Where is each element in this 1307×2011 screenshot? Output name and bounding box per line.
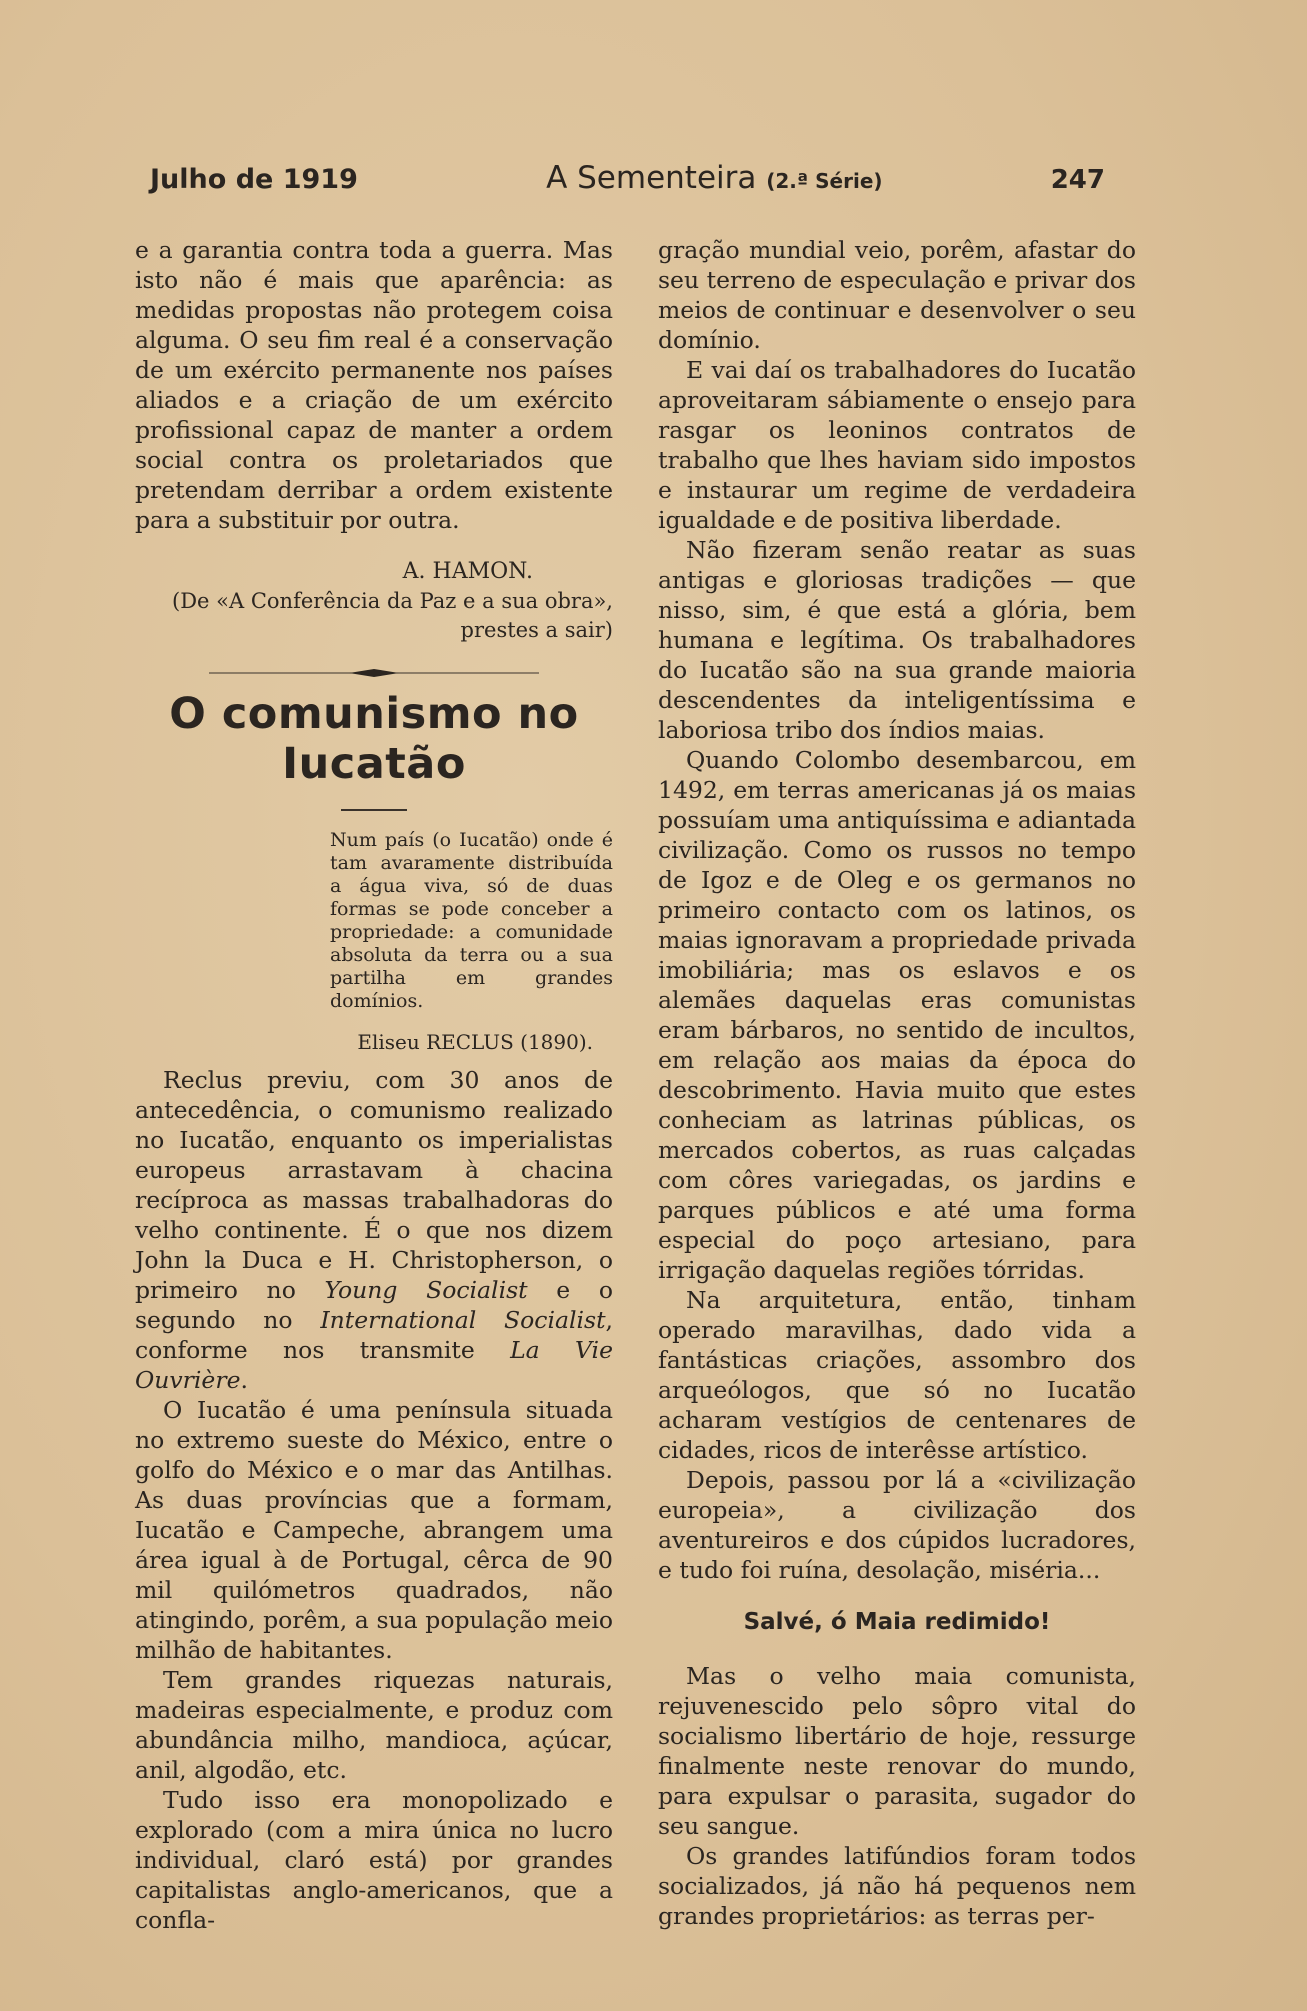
publication-series: (2.ª Série) — [766, 169, 883, 193]
intro-paragraph: e a garantia contra toda a guerra. Mas isto não é mais que aparência: as medidas propostas não protegem coisa alguma. O seu fim real é a conservação de um exército permanente nos países aliados e a criação de um exército profissional capaz de manter a ordem social contra os proletariados que pretendam derribar a ordem existente para a substituir por outra. — [135, 236, 613, 534]
epigraph — [330, 829, 613, 1055]
section-subheading: Salvé, ó Maia redimido! — [743, 1609, 1051, 1635]
title-rule — [341, 809, 407, 811]
article-paragraph: Depois, passou por lá a «civilização europeia», a civilização dos aventureiros e dos cúpidos lucradores, e tudo foi ruína, desolação, miséria... — [658, 1466, 1136, 1584]
article-paragraph: Tem grandes riquezas naturais, madeiras especialmente, e produz com abundância milho, mandioca, açúcar, anil, algodão, etc. — [135, 1666, 613, 1784]
source-note: (De «A Conferência da Paz e a sua obra», prestes a sair) — [172, 589, 613, 642]
article-paragraph: E vai daí os trabalhadores do Iucatão aproveitaram sábiamente o ensejo para rasgar os leoninos contratos de trabalho que lhes haviam sido impostos e instaurar um regime de verdadeira igualdade e de positiva liberdade. — [658, 356, 1136, 534]
article-paragraph: Mas o velho maia comunista, rejuvenescido pelo sôpro vital do socialismo libertário de hoje, ressurge finalmente neste renovar do mundo, para expulsar o parasita, sugador do seu sangue. — [658, 1662, 1136, 1840]
issue-date: Julho de 1919 — [150, 164, 358, 195]
article-paragraph: Tudo isso era monopolizado e explorado (com a mira única no lucro individual, claró está) por grandes capitalistas anglo-americanos, que a confla- — [135, 1786, 613, 1934]
article-paragraph: O Iucatão é uma península situada no extremo sueste do México, entre o golfo do México e o mar das Antilhas. As duas províncias que a formam, Iucatão e Campeche, abrangem uma área igual à de Portugal, cêrca de 90 mil quilómetros quadrados, não atingindo, porêm, a sua população meio milhão de habitantes. — [135, 1396, 613, 1664]
author-signature: A. HAMON. — [402, 559, 533, 584]
article-paragraph: Quando Colombo desembarcou, em 1492, em terras americanas já os maias possuíam uma antiquíssima e adiantada civilização. Como os russos no tempo de Igoz e de Oleg e os germanos no primeiro contacto com os latinos, os maias ignoravam a propriedade privada imobiliária; mas os eslavos e os alemães daquelas eras comunistas eram bárbaros, no sentido de incultos, em relação aos maias da época do descobrimento. Havia muito que estes conheciam as latrinas públicas, os mercados cobertos, as ruas calçadas com côres variegadas, os jardins e parques públicos e até uma forma especial do poço artesiano, para irrigação daquelas regiões tórridas. — [658, 746, 1136, 1284]
article-title: O comunismo no Iucatão — [169, 689, 579, 789]
page-number: 247 — [1050, 165, 1105, 195]
article-paragraph: Não fizeram senão reatar as suas antigas e gloriosas tradições — que nisso, sim, é que está a glória, bem humana e legítima. Os trabalhadores do Iucatão são na sua grande maioria descendentes da inteligentíssima e laboriosa tribo dos índios maias. — [658, 536, 1136, 744]
article-paragraph: gração mundial veio, porêm, afastar do seu terreno de especulação e privar dos meios de continuar e desenvolver o seu domínio. — [658, 236, 1136, 354]
article-paragraph: Na arquitetura, então, tinham operado maravilhas, dado vida a fantásticas criações, assombro dos arqueólogos, que só no Iucatão acharam vestígios de centenares de cidades, ricos de interêsse artístico. — [658, 1286, 1136, 1464]
text-run: Reclus previu, com 30 anos de antecedência, o comunismo realizado no Iucatão, enquanto os imperialistas europeus arrastavam à chacina recíproca as massas trabalhadoras do velho continente. É o que nos dizem John la Duca e H. Christopherson, o primeiro no — [135, 1066, 613, 1304]
article-paragraph — [135, 1065, 613, 1395]
divider-ornament-icon — [209, 667, 539, 679]
epigraph-text: Num país (o Iucatão) onde é tam avaramente distribuída a água viva, só de duas formas se pode conceber a propriedade: a comunidade absoluta da terra ou a sua partilha em grandes domínios. — [330, 829, 613, 1012]
publication-name: A Sementeira — [546, 160, 757, 196]
right-column — [658, 235, 1136, 1931]
publication-reference: International Socialist — [320, 1306, 606, 1334]
publication-title — [546, 160, 882, 196]
publication-reference: Young Socialist — [324, 1276, 528, 1304]
section-divider — [135, 667, 613, 679]
article-paragraph: Os grandes latifúndios foram todos socializados, já não há pequenos nem grandes proprietários: as terras per- — [658, 1842, 1136, 1930]
text-run: , conforme nos transmite — [135, 1306, 614, 1364]
text-run: e o segundo no — [135, 1276, 613, 1334]
left-column — [135, 235, 613, 1935]
epigraph-attribution: Eliseu RECLUS (1890). — [357, 1030, 593, 1054]
text-run: . — [240, 1366, 248, 1394]
page-header — [150, 160, 1105, 200]
publication-reference: La Vie Ouvrière — [135, 1336, 613, 1394]
